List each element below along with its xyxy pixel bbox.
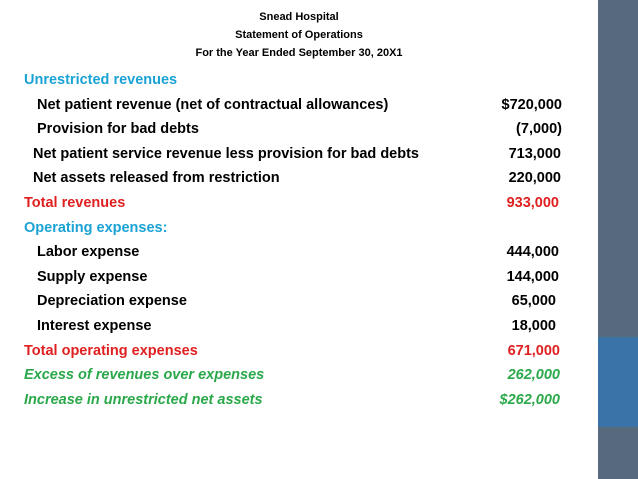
line-label: Unrestricted revenues [24, 72, 178, 88]
line-amount: 220,000 [508, 170, 561, 187]
organization-name: Snead Hospital [259, 11, 339, 23]
line-net-patient-service-revenue [0, 142, 598, 167]
statement-body [0, 68, 598, 412]
line-amount: 18,000 [511, 317, 556, 334]
line-label: Increase in unrestricted net assets [24, 391, 263, 408]
line-amount: $720,000 [501, 96, 562, 113]
line-net-patient-revenue [0, 93, 598, 118]
line-label: Net assets released from restriction [33, 170, 280, 187]
line-depreciation-expense [0, 289, 598, 314]
statement-header [0, 8, 598, 62]
line-label: Excess of revenues over expenses [24, 367, 265, 384]
line-amount: 65,000 [511, 293, 556, 310]
line-amount: $262,000 [499, 391, 560, 408]
line-label: Total operating expenses [24, 342, 198, 359]
line-total-revenues [0, 191, 598, 216]
line-provision-bad-debts [0, 117, 598, 142]
line-label: Net patient revenue (net of contractual allowances) [37, 96, 389, 113]
line-amount: 444,000 [506, 244, 559, 261]
line-amount: 144,000 [506, 268, 559, 285]
line-amount: 933,000 [506, 194, 559, 211]
line-label: Provision for bad debts [37, 121, 199, 138]
statement-period: For the Year Ended September 30, 20X1 [195, 47, 403, 59]
line-label: Depreciation expense [37, 293, 187, 310]
line-label: Net patient service revenue less provision for bad debts [33, 145, 419, 162]
line-amount: 262,000 [507, 367, 560, 384]
section-operating-expenses [0, 216, 598, 241]
statement-title: Statement of Operations [235, 29, 363, 41]
line-supply-expense [0, 265, 598, 290]
line-label: Labor expense [37, 244, 140, 261]
line-net-assets-released [0, 166, 598, 191]
line-total-operating-expenses [0, 339, 598, 364]
line-label: Supply expense [37, 268, 148, 285]
section-unrestricted-revenues [0, 68, 598, 93]
line-label: Operating expenses: [24, 219, 168, 236]
line-label: Total revenues [24, 194, 126, 211]
line-label: Interest expense [37, 317, 152, 334]
line-amount: 713,000 [508, 145, 561, 162]
line-labor-expense [0, 240, 598, 265]
line-excess-revenues [0, 363, 598, 388]
line-interest-expense [0, 314, 598, 339]
line-amount: (7,000) [516, 121, 562, 138]
line-amount: 671,000 [507, 342, 560, 359]
slide-side-accent [598, 337, 638, 427]
line-increase-net-assets [0, 388, 598, 413]
